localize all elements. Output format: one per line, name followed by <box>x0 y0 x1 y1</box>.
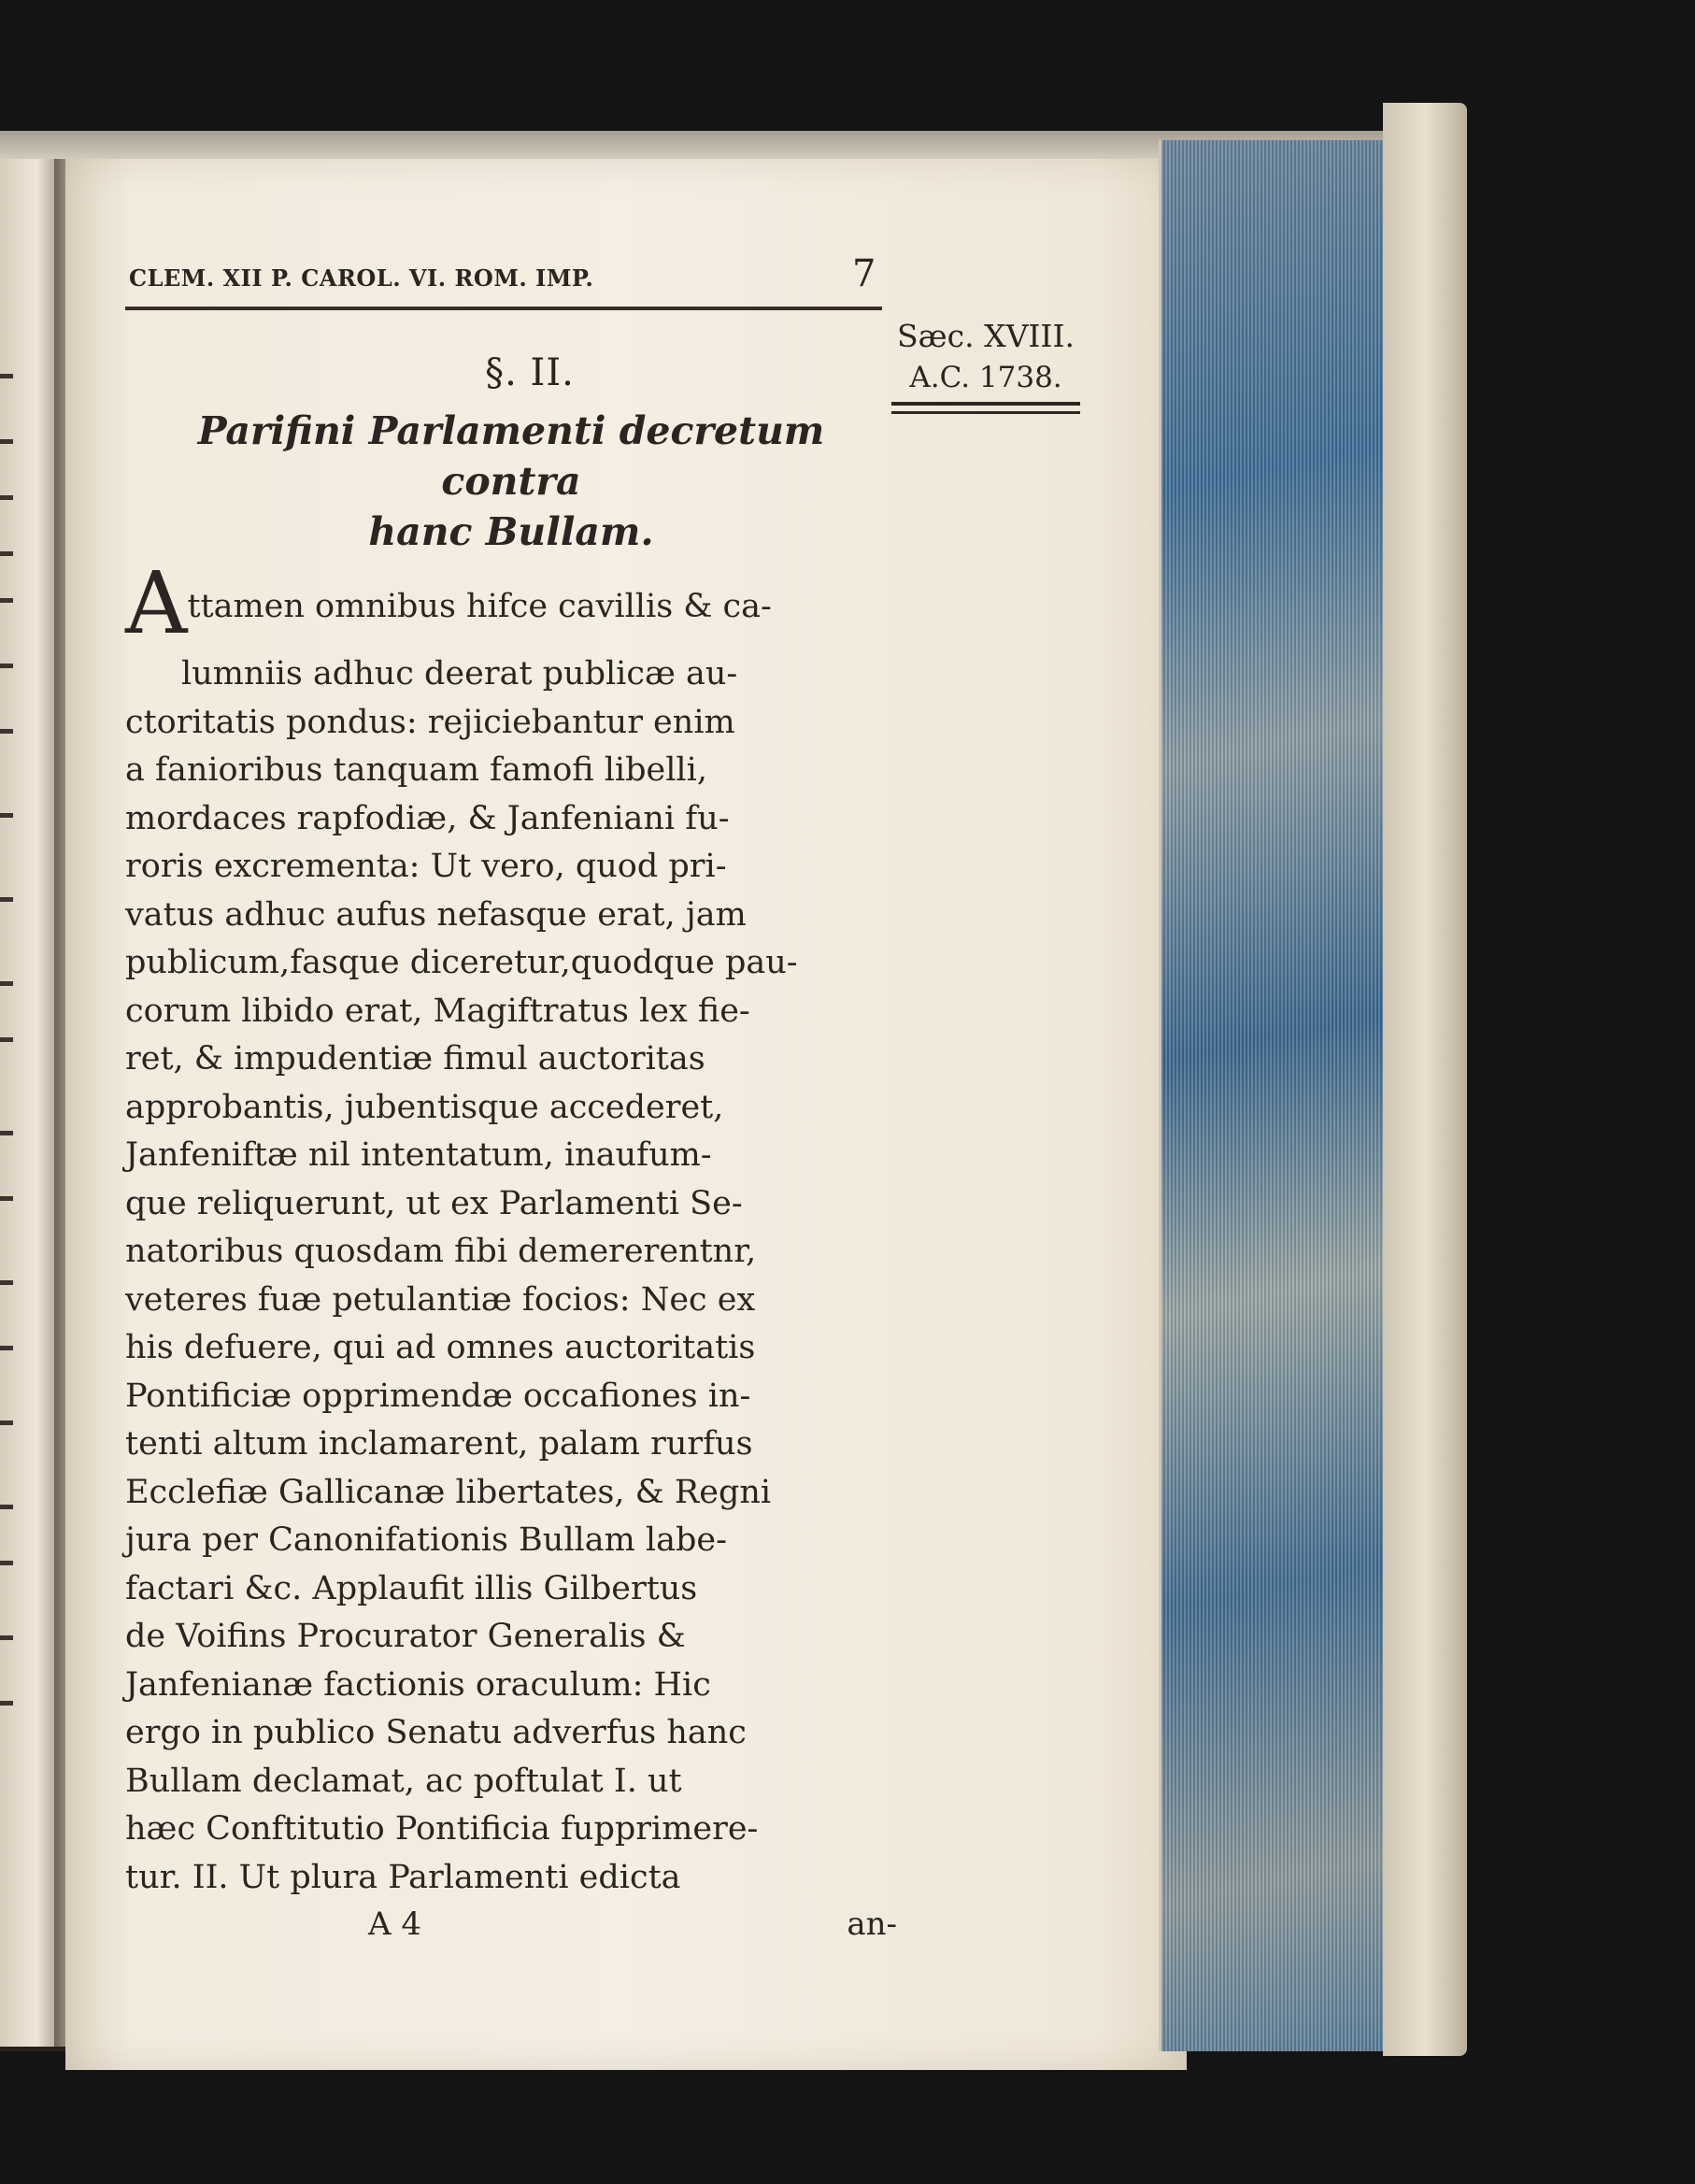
text-line: tenti altum inclamarent, palam rurfus <box>125 1425 753 1463</box>
left-page-edge <box>0 159 61 2047</box>
back-board <box>1383 103 1467 2056</box>
marginal-date-note <box>878 318 1093 414</box>
signature-mark: A 4 <box>368 1906 421 1943</box>
text-line: approbantis, jubentisque accederet, <box>125 1088 724 1126</box>
text-line: ergo in publico Senatu adverfus hanc <box>125 1714 747 1751</box>
first-line <box>125 553 897 653</box>
page-footer <box>125 1906 897 1943</box>
text-line: natoribus quosdam fibi demererentnr, <box>125 1233 757 1270</box>
head-rule <box>125 307 882 310</box>
text-line: Janfenianæ factionis oraculum: Hic <box>125 1665 711 1704</box>
section-title <box>125 406 897 557</box>
marginal-century: Sæc. XVIII. <box>896 318 1075 354</box>
catchword: an- <box>847 1906 897 1943</box>
marginal-rule-2 <box>891 411 1080 414</box>
text-line: Bullam declamat, ac poftulat I. ut <box>125 1762 682 1800</box>
text-line: his defuere, qui ad omnes auctoritatis <box>125 1329 756 1366</box>
running-head-title: CLEM. XII P. CAROL. VI. ROM. IMP. <box>129 264 594 292</box>
text-line: veteres fuæ petulantiæ focios: Nec ex <box>125 1280 756 1319</box>
text-line: roris excrementa: Ut vero, quod pri- <box>125 848 727 885</box>
text-line: Janfeniftæ nil intentatum, inaufum- <box>125 1136 712 1174</box>
section-number: §. II. <box>485 351 575 394</box>
text-line: que reliquerunt, ut ex Parlamenti Se- <box>125 1184 743 1222</box>
text-line: publicum,fasque diceretur,quodque pau- <box>125 944 798 981</box>
drop-cap: A <box>125 553 188 653</box>
text-line: lumniis adhuc deerat publicæ au- <box>181 655 738 692</box>
text-line: de Voifins Procurator Generalis & <box>125 1618 686 1655</box>
running-head <box>125 252 888 295</box>
text-line: jura per Canonifationis Bullam labe- <box>125 1521 727 1559</box>
text-line: vatus adhuc aufus nefasque erat, jam <box>125 895 747 934</box>
text-line: mordaces rapfodiæ, & Janfeniani fu- <box>125 799 730 837</box>
text-line: tur. II. Ut plura Parlamenti edicta <box>125 1858 681 1896</box>
text-line: ret, & impudentiæ fimul auctoritas <box>125 1040 705 1078</box>
text-line: a fanioribus tanquam famofi libelli, <box>125 751 707 789</box>
text-line: Ecclefiæ Gallicanæ libertates, & Regni <box>125 1473 772 1511</box>
text-line: ttamen omnibus hifce cavillis & ca- <box>187 588 772 625</box>
text-block <box>125 252 897 1943</box>
marginal-year: A.C. 1738. <box>909 361 1062 394</box>
body-text <box>125 553 897 1902</box>
marbled-fore-edge <box>1159 140 1395 2051</box>
text-line: corum libido erat, Magiftratus lex fie- <box>125 992 750 1030</box>
text-line: Pontificiæ opprimendæ occafiones in- <box>125 1377 751 1415</box>
page-number: 7 <box>852 252 876 295</box>
text-line: hæc Conftitutio Pontificia fupprimere- <box>125 1810 759 1848</box>
section-title-line-2: hanc Bullam. <box>368 509 654 554</box>
marginal-rule <box>891 402 1080 406</box>
text-line: ctoritatis pondus: rejiciebantur enim <box>125 703 735 741</box>
section-title-line-1: Parifini Parlamenti decretum contra <box>197 408 825 504</box>
text-line: factari &c. Applaufit illis Gilbertus <box>125 1569 698 1607</box>
